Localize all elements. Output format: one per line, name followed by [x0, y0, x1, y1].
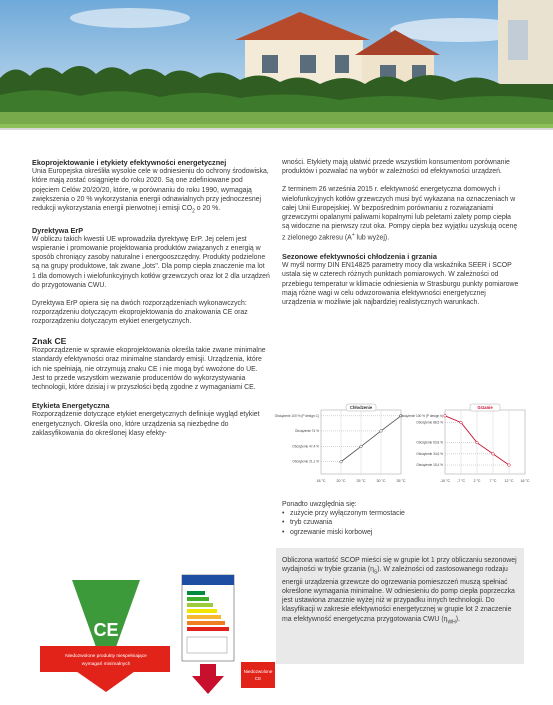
ce-side-label-2: CE: [254, 676, 262, 681]
chart-x-tick-label: 7 °C: [489, 479, 497, 483]
scop-paragraph: [282, 556, 520, 627]
chart-y-label: Obciążenie 88,5 %: [416, 420, 443, 425]
heading-energy-label: Etykieta Energetyczna: [32, 401, 110, 411]
chart-y-label: Obciążenie 15,4 %: [416, 463, 443, 468]
chart-y-label: Obciążenie 100 % (P design C): [274, 413, 319, 418]
paragraph-scop: [282, 556, 520, 627]
chart-y-label: Obciążenie 34,6 %: [416, 451, 443, 456]
ce-triangle-label: CE: [93, 620, 119, 640]
chart-x-tick-label: -7 °C: [456, 479, 466, 483]
heading-erp: Dyrektywa ErP: [32, 225, 84, 235]
chart-x-tick-label: 2 °C: [473, 479, 481, 483]
chart-x-tick-label: 18 °C: [316, 479, 326, 483]
scop-text-b: ). W zależności od zastosowanego rodzaju energii urządzenia grzewcze do ogrzewania pomieszczeń muszą spełniać określone wymagania minimalne. W odniesieniu do pomp ciepła poprzeczka jest ustawiona znacznie wyżej niż w przypadku innych technologii. Do klasyfikacji w zakresie efektywności energetycznej w grupie lot 2 znaczenie ma efektywność energetyczna przygotowania CWU (η: [282, 566, 515, 623]
heading-seasonal: Sezonowe efektywności chłodzenia i grzania: [282, 251, 437, 261]
chart-title: Grzanie: [477, 405, 493, 410]
ce-side-label-1: Niedozwolone: [243, 669, 273, 674]
scop-text-c: ).: [455, 615, 461, 623]
list-item: • tryb czuwania: [282, 518, 520, 527]
ce-banner-line2: wymagań minimalnych: [81, 662, 131, 667]
chart-point: [476, 441, 479, 444]
paragraph-eu-goals: [32, 167, 270, 216]
scop-text-a: Obliczona wartość SCOP mieści się w grupie lot 1 przy obliczaniu sezonowej wydajności w trybie grzania (η: [282, 557, 517, 574]
chart-x-tick-label: 12 °C: [504, 479, 514, 483]
heading-ecodesign: Ekoprojektowanie i etykiety efektywności energetycznej: [32, 158, 227, 167]
chart-point: [360, 445, 363, 448]
down-arrow-icon: [200, 664, 216, 676]
co2-subscript: 2: [192, 208, 195, 215]
eta-s-subscript: S: [373, 569, 378, 576]
paragraph-erp-1: W obliczu takich kwestii UE wprowadziła dyrektywę ErP. Jej celem jest wspieranie i promowanie projektowania produktów związanych z energią w sposób chroniący zasoby naturalne i energooszczędny. Produkty podzielone są na grupy produktowe, tak zwane „lots". Dla pomp ciepła znaczenie ma lot 1 dla domowych i wielofunkcyjnych kotłów grzewczych oraz lot 2 dla urządzeń do przygotowania CWU.: [32, 235, 270, 289]
ce-figure: [30, 560, 280, 700]
list-item: • ogrzewanie miski korbowej: [282, 528, 520, 537]
ce-banner-line1: Niedozwolone produkty niespełniające: [65, 654, 147, 659]
chart-x-tick-label: 35 °C: [396, 479, 406, 483]
seasonal-charts: [274, 398, 530, 490]
chart-y-label: Obciążenie 74 %: [294, 428, 319, 433]
chart-x-tick-label: 16 °C: [520, 479, 530, 483]
paragraph-deadline-end: lub wyżej).: [354, 234, 390, 242]
right-column: [282, 158, 520, 307]
chart-x-tick-label: -10 °C: [439, 479, 451, 483]
hero-house-photo: [0, 0, 553, 130]
chart-point: [444, 415, 447, 418]
chart-y-label: Obciążenie 47,4 %: [292, 444, 319, 449]
chart-y-label: Obciążenie 21,1 %: [292, 459, 319, 464]
paragraph-labels-purpose: wności. Etykiety mają ułatwić przede wszystkim konsumentom porównanie produktów i pozwalać na wybór w zależności od efektywności urządzeń.: [282, 159, 510, 176]
paragraph-deadline: [282, 185, 520, 243]
list-item: • zużycie przy wyłączonym termostacie: [282, 509, 520, 518]
heading-ce: Znak CE: [32, 335, 67, 346]
list-intro: Ponadto uwzględnia się:: [282, 501, 357, 508]
right-column-lower: [282, 500, 520, 537]
paragraph-ce: Rozporządzenie w sprawie ekoprojektowania określa takie zwane minimalne standardy efektywności oraz minimalne standardy emisji. Urządzenia, które ich nie spełniają, nie otrzymują znaku CE i nie mogą być wwożone do UE. Jest to przede wszystkim wezwanie producentów do wykorzystywania technologii, które dzisiaj i w przyszłości będą zgodne z wymaganiami CE.: [32, 347, 266, 391]
eta-wh-subscript: WH: [447, 618, 456, 625]
paragraph-eu-goals-text: Unia Europejska określiła wysokie cele w odniesieniu do ochrony środowiska, które mają zostać osiągnięte do roku 2020. Są one zdefiniowane pod pojęciem Celów 20/20/20, które, w porównaniu do roku 1990, wymagają zwiększenia o 20 % wykorzystania energii odnawialnych przy jednoczesnej redukcji wykorzystania energii pierwotnej i emisji CO: [32, 168, 269, 213]
chart-point: [508, 464, 511, 467]
left-column: [32, 158, 270, 438]
chart-point: [492, 453, 495, 456]
chart-y-label: Obciążenie 53,8 %: [416, 440, 443, 445]
paragraph-energy-label: Rozporządzenie dotyczące etykiet energetycznych definiuje wygląd etykiet energetycznych. Określa ono, które urządzenia są niezbędne do zaklasyfikowania do określonej klasy efekty-: [32, 411, 260, 437]
paragraph-deadline-text: Z terminem 26 września 2015 r. efektywność energetyczna domowych i wielofunkcyjnych kotłów grzewczych musi być wykazana na oznaczeniach w całej Unii Europejskiej. W bezpośrednim porównaniu z rozwiązaniami grzewczymi opalanymi paliwami kopalnymi lub peletami zalety pomp ciepła są widoczne na pierwszy rzut oka. Pompy ciepła bez wyjątku uzyskują ocenę z zielonego zakresu (A: [282, 186, 518, 242]
a-plus-sup: +: [351, 232, 355, 239]
chart-x-tick-label: 25 °C: [356, 479, 366, 483]
chart-point: [340, 460, 343, 463]
chart-title: Chłodzenie: [349, 405, 373, 410]
considerations-list: [282, 509, 520, 537]
chart-point: [380, 430, 383, 433]
paragraph-seasonal: W myśl normy DIN EN14825 parametry mocy dla wskaźnika SEER i SCOP ustala się w czterech różnych punktach pomiarowych. W zależności od przebiegu temperatur w klimacie odniesienia w Strasburgu punkty pomiarowe mają różne wagi w celu odwzorowania efektywności energetycznej urządzenia w możliwie jak najbardziej realistycznych warunkach.: [282, 262, 519, 306]
chart-frame: [445, 410, 525, 474]
paragraph-erp-2: Dyrektywa ErP opiera się na dwóch rozporządzeniach wykonawczych: rozporządzeniu dotyczącym ekoprojektowania do znakowania CE oraz rozporządzeniu dotyczącym etykiet energetycznych.: [32, 300, 248, 326]
charts-svg: [274, 398, 530, 490]
chart-x-tick-label: 30 °C: [376, 479, 386, 483]
chart-y-label: Obciążenie 100 % (P design h): [399, 413, 443, 418]
chart-x-tick-label: 20 °C: [336, 479, 346, 483]
chart-point: [460, 421, 463, 424]
paragraph-eu-goals-end: o 20 %.: [194, 205, 221, 213]
